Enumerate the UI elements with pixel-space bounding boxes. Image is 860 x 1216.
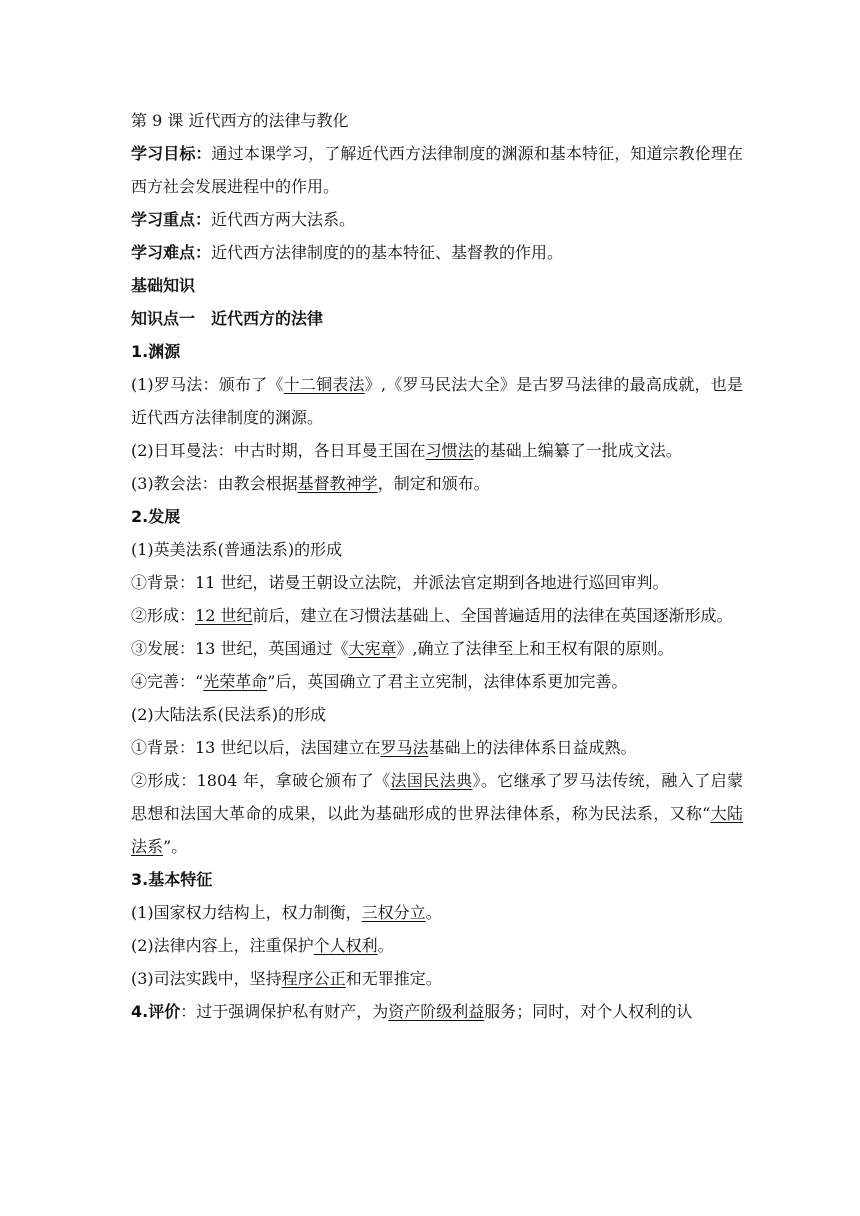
text-run: 》,确立了法律至上和王权有限的原则。 <box>396 639 674 658</box>
text-run: (2)法律内容上，注重保护 <box>131 936 314 955</box>
lesson-title: 第 9 课 近代西方的法律与教化 <box>131 111 349 130</box>
feature-justice <box>131 962 743 995</box>
text-run: (1)国家权力结构上，权力制衡， <box>131 903 362 922</box>
objective-text: 通过本课学习，了解近代西方法律制度的渊源和基本特征，知道宗教伦理在西方社会发展进程中的作用。 <box>131 144 743 196</box>
underlined-term: 法国民法典 <box>390 771 473 790</box>
evaluation <box>131 995 743 1028</box>
underlined-term: 习惯法 <box>425 441 474 460</box>
section-basic-knowledge: 基础知识 <box>131 276 196 295</box>
underlined-term: 十二铜表法 <box>283 375 365 394</box>
key-point <box>131 203 743 236</box>
heading-development: 2.发展 <box>131 507 181 526</box>
common-law-formation <box>131 599 743 632</box>
text-run: 》。它继承了罗马法传统，融入了启蒙思想和法国大革命的成果，以此为基础形成的世界法律体系，称为民法系，又称“ <box>131 771 743 823</box>
underlined-term: 大宪章 <box>348 639 397 658</box>
feature-content <box>131 929 743 962</box>
origin-roman-law <box>131 368 743 434</box>
underlined-term: 大陆法系 <box>131 804 743 856</box>
text-run: ，制定和颁布。 <box>377 474 490 493</box>
underlined-term: 12 世纪 <box>195 606 253 625</box>
text-run: ”。 <box>163 837 188 856</box>
text-run: ③发展：13 世纪，英国通过《 <box>131 639 349 658</box>
underlined-term: 罗马法 <box>380 738 429 757</box>
learning-objective <box>131 137 743 203</box>
text-run: 的基础上编纂了一批成文法。 <box>473 441 682 460</box>
underlined-term: 程序公正 <box>281 969 346 988</box>
common-law-development <box>131 632 743 665</box>
text-run: 和无罪推定。 <box>345 969 442 988</box>
civil-law-background <box>131 731 743 764</box>
common-law-background: ①背景：11 世纪，诺曼王朝设立法院，并派法官定期到各地进行巡回审判。 <box>131 573 669 592</box>
underlined-term: 基督教神学 <box>297 474 378 493</box>
text-run: 。 <box>377 936 394 955</box>
feature-power <box>131 896 743 929</box>
origin-germanic-law <box>131 434 743 467</box>
text-run: (3)司法实践中，坚持 <box>131 969 282 988</box>
text-run: 服务；同时，对个人权利的认 <box>484 1002 693 1021</box>
text-run: (3)教会法：由教会根据 <box>131 474 298 493</box>
knowledge-point-heading: 知识点一 近代西方的法律 <box>131 309 324 328</box>
text-run: 基础上的法律体系日益成熟。 <box>428 738 637 757</box>
difficulty-label: 学习难点： <box>131 243 212 262</box>
evaluation-heading: 4.评价 <box>131 1002 181 1021</box>
common-law-subheading: (1)英美法系(普通法系)的形成 <box>131 540 343 559</box>
underlined-term: 资产阶级利益 <box>388 1002 485 1021</box>
document-page <box>131 104 743 1028</box>
text-run: (1)罗马法：颁布了《 <box>131 375 284 394</box>
objective-label: 学习目标： <box>131 144 212 163</box>
heading-origin: 1.渊源 <box>131 342 181 361</box>
text-run: ②形成： <box>131 606 196 625</box>
civil-law-formation <box>131 764 743 863</box>
text-run: ”后，英国确立了君主立宪制，法律体系更加完善。 <box>267 672 628 691</box>
text-run: ②形成：1804 年，拿破仑颁布了《 <box>131 771 391 790</box>
underlined-term: 光荣革命 <box>203 672 268 691</box>
key-point-label: 学习重点： <box>131 210 212 229</box>
origin-church-law <box>131 467 743 500</box>
difficulty <box>131 236 743 269</box>
text-run: 》,《罗马民法大全》是古罗马法律的最高成就，也是近代西方法律制度的渊源。 <box>131 375 743 427</box>
key-point-text: 近代西方两大法系。 <box>211 210 356 229</box>
text-run: 。 <box>425 903 442 922</box>
difficulty-text: 近代西方法律制度的的基本特征、基督教的作用。 <box>211 243 564 262</box>
text-run: 前后，建立在习惯法基础上、全国普遍适用的法律在英国逐渐形成。 <box>252 606 733 625</box>
heading-features: 3.基本特征 <box>131 870 213 889</box>
underlined-term: 三权分立 <box>361 903 426 922</box>
underlined-term: 个人权利 <box>313 936 378 955</box>
civil-law-subheading: (2)大陆法系(民法系)的形成 <box>131 705 327 724</box>
common-law-perfection <box>131 665 743 698</box>
text-run: (2)日耳曼法：中古时期，各日耳曼王国在 <box>131 441 426 460</box>
text-run: ：过于强调保护私有财产，为 <box>180 1002 389 1021</box>
text-run: ①背景：13 世纪以后，法国建立在 <box>131 738 381 757</box>
text-run: ④完善：“ <box>131 672 204 691</box>
